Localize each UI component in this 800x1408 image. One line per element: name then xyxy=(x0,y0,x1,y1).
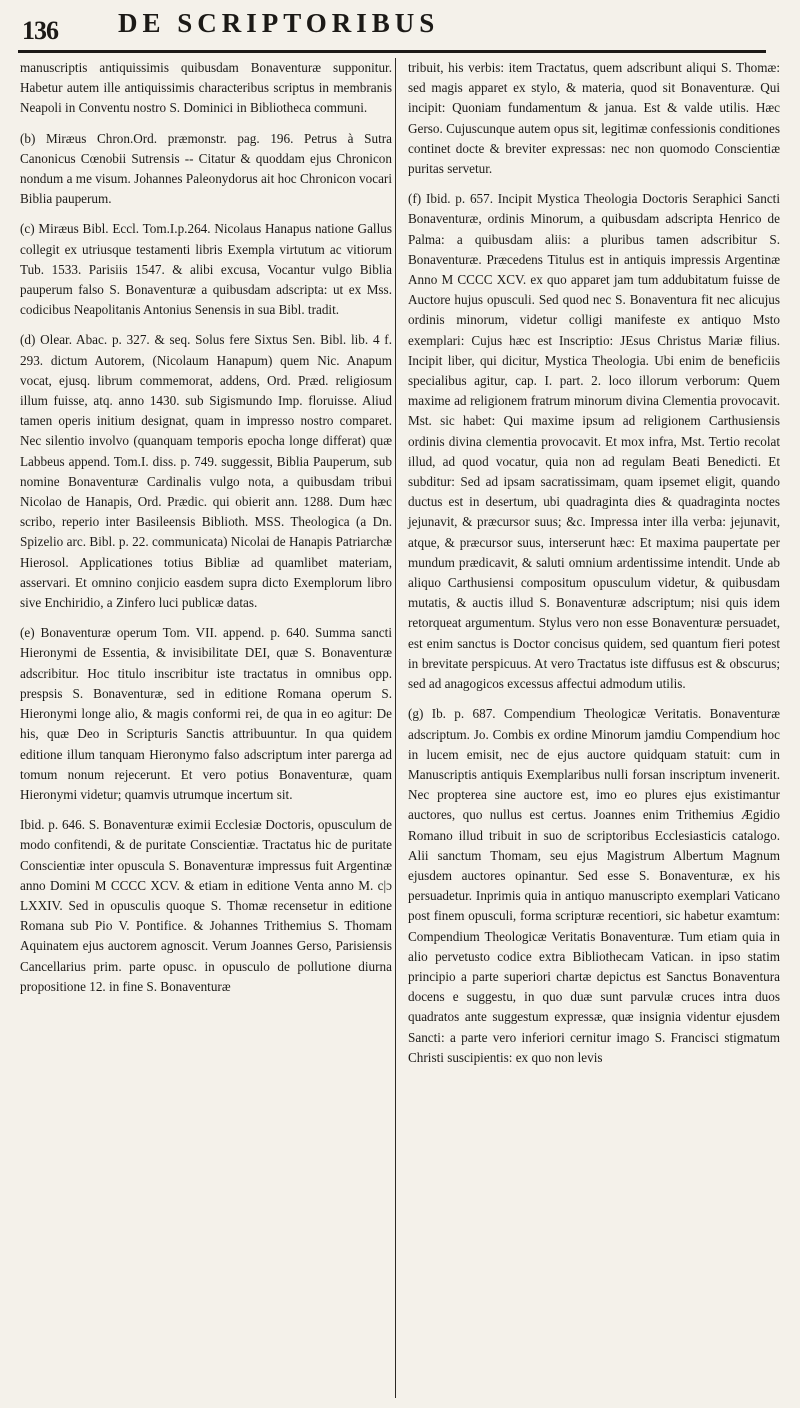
left-paragraph-e: (e) Bonaventuræ operum Tom. VII. append. p. 640. Summa sancti Hieronymi de Essentia, & invisibilitate DEI, quæ S. Bonaventuræ adscribitur. Hoc titulo inscribitur iste tractatus in omnibus opp. prespsis S. Bonaventuræ, sed in editione Romana operum S. Hieronymi longe alio, & magis conformi rei, de qua in eo agitur: De his, quæ Deo in Scripturis Sanctis attribuuntur. In qua quidem editione illum tanquam Hieronymo falso adscriptum inter parerga ad tomum nonum rejecerunt. Et vero potius Bonaventuræ, quam Hieronymi videtur; quamvis utrumque incertum sit. xyxy=(20,625,392,802)
left-paragraph-d: (d) Olear. Abac. p. 327. & seq. Solus fere Sixtus Sen. Bibl. lib. 4 f. 293. dictum Autorem, (Nicolaum Hanapum) quem Nic. Anapum vocat, ejusq. librum commemorat, addens, Ord. Præd. religiosum illum fuisse, atq. anno 1430. sub Sigismundo Imp. floruisse. Aliud tamen operis initium designat, quam in impresso nostro comparet. Nec silentio involvo (quanquam temporis epocha longe differat) quæ Labbeus append. Tom.I. diss. p. 749. suggessit, Biblia Pauperum, sub nomine Bonaventuræ Cardinalis vulgo nota, a quibusdam tribui Nicolao de Hanapis, Ord. Prædic. qui obierit ann. 1288. Dum hæc scribo, reperio inter Basileensis Biblioth. MSS. Theologica (a Dn. Spizelio arc. Bibl. p. 22. communicata) Nicolai de Hanapis Patriarchæ Hierosol. Applicationes totius Bibliæ ad quamlibet materiam, asservari. Et omnino conjicio easdem supra dicto Exemplorum libro sive Enchiridio, a Zinfero luci publicæ datas. xyxy=(20,332,392,611)
header-rule xyxy=(18,50,766,53)
right-paragraph-cont: tribuit, his verbis: item Tractatus, quem adscribunt aliqui S. Thomæ: sed magis apparet ex stylo, & materia, quod sit Bonaventuræ. Qui incipit: Quoniam fundamentum & janua. Est & valde utilis. Hæc Gerso. Cujuscunque autem opus sit, legitimæ confessionis conditiones continet docte & breviter expressas: nec non quomodo Conscientiæ puritas servetur. xyxy=(408,60,780,177)
page-header xyxy=(20,6,780,46)
right-paragraph-g: (g) Ib. p. 687. Compendium Theologicæ Veritatis. Bonaventuræ adscriptum. Jo. Combis ex ordine Minorum jamdiu Compendium hoc in lucem emisit, nec de ejus auctore quidquam statuit: cum in Manuscriptis antiquis Exemplaribus nulli forsan inscriptum invenerit. Nec propterea sine auctore est, imo eo plures ejus existimantur auctores, quo nullus est certus. Joannes enim Trithemius Ægidio Romano illud tribuit in suo de scriptoribus Ecclesiasticis catalogo. Alii sanctum Thomam, seu ejus Magistrum Albertum Magnum ejusdem auctores opinantur. Sed esse S. Bonaventuræ, ex his persuadetur. Inprimis quia in antiquo manuscripto exemplari Vaticano post finem opusculi, forma scripturæ recentiori, sic habetur examtum: Compendium Theologicæ Veritatis Bonaventuræ. Tum etiam quia in alio pervetusto codice extra Bibliothecam Vatican. in ipso statim principio a parte superiori chartæ depictus est Sanctus Bonaventura docens e suggestu, in quo duæ sunt parvulæ cruces intra duos quadratos ante suggestum expressæ, quæ insignia videntur ejusdem Sancti: a parte vero inferiori cernitur imago S. Francisci stigmatum Christi suscipientis: ex quo non levis xyxy=(408,706,780,1065)
left-paragraph-b: (b) Miræus Chron.Ord. præmonstr. pag. 196. Petrus à Sutra Canonicus Cœnobii Sutrensis -- Citatur & quoddam ejus Chronicon nondum a me visum. Johannes Paleonydorus ait hoc Chronicon vocari Biblia pauperum. xyxy=(20,130,392,207)
right-column xyxy=(408,58,780,1068)
left-paragraph-c: (c) Miræus Bibl. Eccl. Tom.I.p.264. Nicolaus Hanapus natione Gallus collegit ex utriusque testamenti libris Exempla virtutum ac vitiorum Tub. 1533. Parisiis 1547. & alibi excusa, Vocantur vulgo Biblia pauperum falso S. Bonaventuræ a quibusdam adscripta: ut ex Mss. codicibus Neapolitanis Antonius Senensis in sua Bibl. tradit. xyxy=(20,221,392,318)
page-number: 136 xyxy=(22,16,58,45)
left-paragraph-ibid: Ibid. p. 646. S. Bonaventuræ eximii Ecclesiæ Doctoris, opusculum de modo confitendi, & de puritate Conscientiæ. Tractatus hic de puritate Conscientiæ inter opuscula S. Bonaventuræ impressus fuit Argentinæ anno Domini M CCCC XCV. & etiam in editione Venta anno M. c|ɔ LXXIV. Sed in opusculis quoque S. Thomæ recensetur in editione Romana sub Pio V. Pontifice. & Johannes Trithemius S. Thomam Aquinatem ejus auctorem agnoscit. Verum Joannes Gerso, Parisiensis Cancellarius prim. parte opusc. in opusculo de pollutione diurna propositione 12. in fine S. Bonaventuræ xyxy=(20,817,392,994)
right-paragraph-f: (f) Ibid. p. 657. Incipit Mystica Theologia Doctoris Seraphici Sancti Bonaventuræ, ordinis Minorum, a quibusdam adscripta Henrico de Palma: a quibusdam aliis: a pluribus tamen adscribitur S. Bonaventuræ. Præcedens Titulus est in antiquis impressis Argentinæ Anno M CCCC XCV. ex quo apparet jam tum addubitatum fuisse de Auctore hujus opusculi. Sed quod nec S. Bonaventura fit nec alicujus ordinis minorum, videtur colligi manifeste ex antiquo Msto exemplari: Cujus hæc est Inscriptio: JEsus Christus Mariæ filius. Incipit liber, qui dicitur, Mystica Theologia. Ubi enim de beneficiis specialibus agitur, cap. I. part. 2. loco illorum verborum: Quem maxime ad religionem fratrum minorum divina Clementia provocavit. Mst. sic habet: Qui maxime ipsum ad religionem Carthusiensis ordinis divina clementia provocavit. Et mox infra, Mst. Tertio recolat illud, ad quod vocatur, quia non ad regulam Beati Benedicti. Et subditur: Sed ad ipsam sacratissimam, quam ipsemet eligit, quando ductus est in desertum, ubi quadraginta dies & quadraginta noctes jejunavit, & præcursor suus; &c. Impressa inter illa verba: jejunavit, atque, & præcursor suus, interserunt hæc: Et maxima paupertate per mundum prædicavit, & saluti omnium ardentissime intendit. Unde ab aliquo Carthusiensi compositum opusculum videtur, & quibusdam mutatis, & auctis illud S. Bonaventuræ adscriptum; nisi quis idem retorqueat argumentum. Stylus vero non esse Bonaventuræ persuadet, est enim sanctus is Doctor concisus quidem, sed quantum fieri potest in brevitate perspicuus. At vero Tractatus iste diffusus est & obscurus; sed ad anagogicos excessus affectui admodum utilis. xyxy=(408,191,780,692)
running-title: DE SCRIPTORIBUS xyxy=(118,8,440,38)
left-column xyxy=(20,58,392,997)
left-paragraph-a: manuscriptis antiquissimis quibusdam Bonaventuræ supponitur. Habetur autem ille antiquissimis characteribus scriptus in membranis Neapoli in Conventu nostro S. Dominici in Bibliotheca communi. xyxy=(20,60,392,116)
column-divider xyxy=(395,58,396,1398)
